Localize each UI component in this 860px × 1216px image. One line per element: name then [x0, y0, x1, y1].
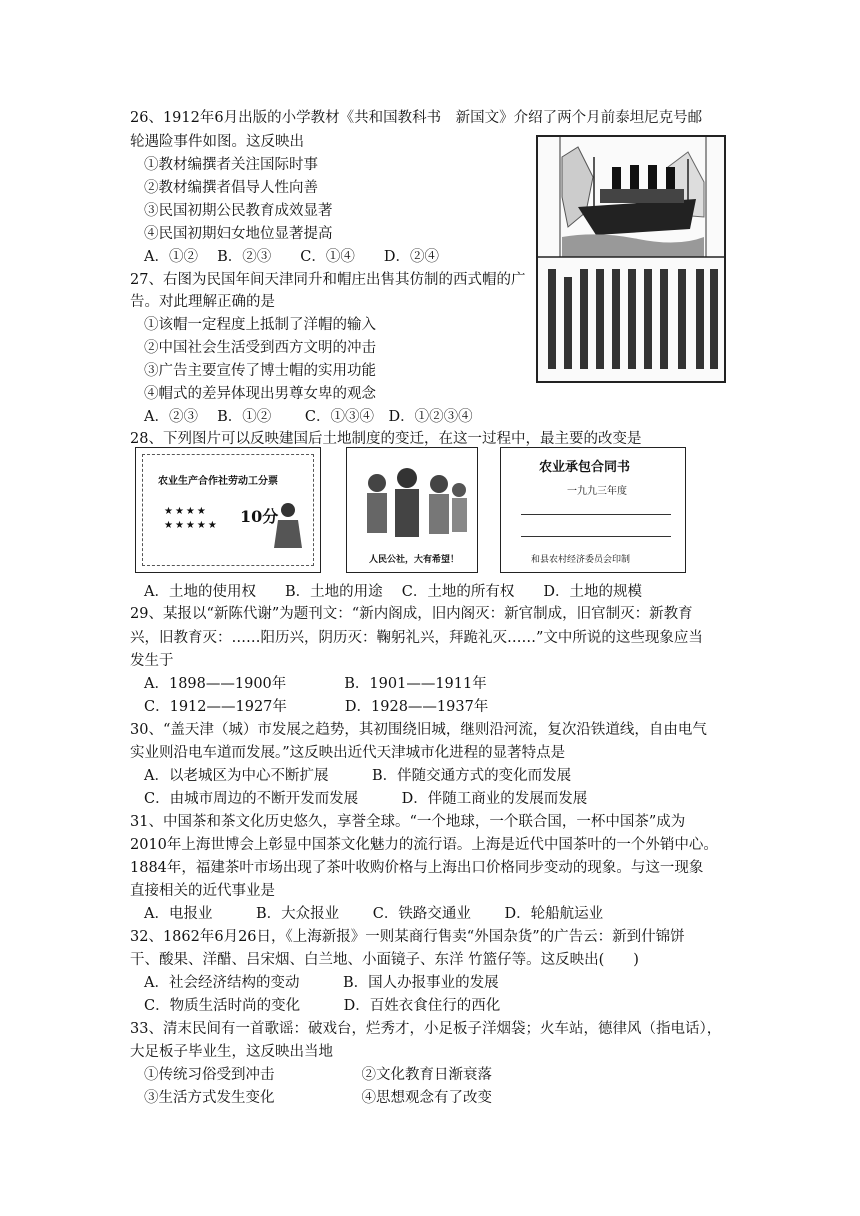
q30-choices-2: C．由城市周边的不断开发而发展 D．伴随工商业的发展而发展: [144, 791, 588, 807]
q26-choices: A．①② B．②③ C．①④ D．②④: [144, 249, 439, 265]
q29-line3: 发生于: [130, 653, 174, 669]
q31-line2: 2010年上海世博会上彰显中国茶文化魅力的流行语。上海是近代中国茶叶的一个外销中心。: [130, 837, 718, 853]
titanic-textbook-figure: [536, 135, 726, 383]
work-points-ticket-image: 农业生产合作社劳动工分票 ★★★★ ★★★★★ 10分: [135, 447, 321, 573]
q31-line4: 直接相关的近代事业是: [130, 883, 275, 899]
q26-option-2: ②教材编撰者倡导人性向善: [144, 180, 318, 196]
contract-image: [500, 447, 686, 573]
q27-stem-line2: 告。对此理解正确的是: [130, 294, 275, 310]
q27-option-2: ②中国社会生活受到西方文明的冲击: [144, 340, 376, 356]
q26-option-4: ④民国初期妇女地位显著提高: [144, 226, 333, 242]
q29-choices-2: C．1912——1927年 D．1928——1937年: [144, 699, 489, 715]
work-points-ticket-title: 农业生产合作社劳动工分票: [158, 476, 278, 487]
q31-choices: A．电报业 B．大众报业 C．铁路交通业 D．轮船航运业: [144, 906, 604, 922]
contract-footer: 和县农村经济委员会印制: [531, 555, 631, 565]
q26-stem-line1: 26、1912年6月出版的小学教材《共和国教科书 新国文》介绍了两个月前泰坦尼克号邮: [130, 110, 703, 126]
contract-title: 农业承包合同书: [539, 460, 631, 475]
q32-choices-1: A．社会经济结构的变动 B．国人办报事业的发展: [144, 975, 499, 991]
q33-options-1: ①传统习俗受到冲击 ②文化教育日渐衰落: [144, 1067, 492, 1083]
q26-option-1: ①教材编撰者关注国际时事: [144, 157, 318, 173]
q32-line1: 32、1862年6月26日，《上海新报》一则某商行售卖“外国杂货”的广告云：新到什锦饼: [130, 929, 685, 945]
q30-choices-1: A．以老城区为中心不断扩展 B．伴随交通方式的变化而发展: [144, 768, 572, 784]
contract-year: 一九九三年度: [567, 486, 627, 497]
q28-stem: 28、下列图片可以反映建国后土地制度的变迁，在这一过程中，最主要的改变是: [130, 431, 642, 447]
q26-stem-line2: 轮遇险事件如图。这反映出: [130, 134, 304, 150]
ship-illustration: [538, 137, 724, 381]
q30-line2: 实业则沿电车道而发展。”这反映出近代天津城市化进程的显著特点是: [130, 745, 566, 761]
q27-option-3: ③广告主要宣传了博士帽的实用功能: [144, 363, 376, 379]
q29-line1: 29、某报以“新陈代谢”为题刊文：“新内阁成，旧内阁灭：新官制成，旧官制灭：新教育: [130, 606, 693, 622]
q29-line2: 兴，旧教育灭：……阳历兴，阴历灭：鞠躬礼兴，拜跪礼灭……”文中所说的这些现象应当: [130, 630, 703, 646]
q31-line3: 1884年，福建茶叶市场出现了茶叶收购价格与上海出口价格同步变动的现象。与这一现象: [130, 860, 704, 876]
q30-line1: 30、“盖天津（城）市发展之趋势，其初围绕旧城，继则沿河流，复次沿铁道线，自由电气: [130, 722, 707, 738]
q33-line1: 33、清末民间有一首歌谣：破戏台，烂秀才，小足板子洋烟袋；火车站，德律风（指电话），: [130, 1021, 722, 1037]
q33-options-2: ③生活方式发生变化 ④思想观念有了改变: [144, 1090, 492, 1106]
q32-choices-2: C．物质生活时尚的变化 D．百姓衣食住行的西化: [144, 998, 501, 1014]
q27-option-4: ④帽式的差异体现出男尊女卑的观念: [144, 386, 376, 402]
q31-line1: 31、中国茶和茶文化历史悠久，享誉全球。“一个地球，一个联合国，一杯中国茶”成为: [130, 814, 686, 830]
farmer-figure-icon: [268, 500, 308, 550]
q26-option-3: ③民国初期公民教育成效显著: [144, 203, 333, 219]
peoples-commune-poster-image: [346, 447, 478, 573]
q27-option-1: ①该帽一定程度上抵制了洋帽的输入: [144, 317, 376, 333]
q27-choices: A．②③ B．①② C．①③④ D．①②③④: [144, 409, 473, 425]
q28-choices: A．土地的使用权 B．土地的用途 C．土地的所有权 D．土地的规模: [144, 584, 642, 600]
poster-caption: 人民公社，大有希望！: [369, 555, 460, 565]
q33-line2: 大足板子毕业生，这反映出当地: [130, 1044, 333, 1060]
q27-stem-line1: 27、右图为民国年间天津同升和帽庄出售其仿制的西式帽的广: [130, 272, 526, 288]
work-points-value: 10分: [240, 507, 279, 526]
q29-choices-1: A．1898——1900年 B．1901——1911年: [144, 676, 487, 692]
q32-line2: 干、酸果、洋醋、吕宋烟、白兰地、小面镜子、东洋 竹篮仔等。这反映出( ): [130, 952, 639, 968]
